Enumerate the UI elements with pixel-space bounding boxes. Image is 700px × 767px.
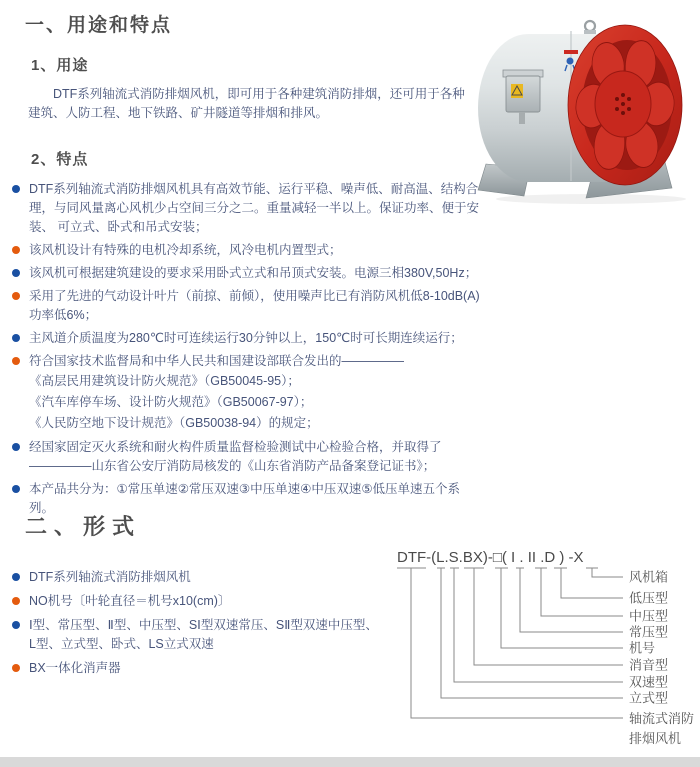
bullet-dot-icon: [12, 664, 20, 672]
bullet-dot-icon: [12, 269, 20, 277]
brand-sticker-mark: [567, 58, 574, 65]
bullet-dot-icon: [12, 292, 20, 300]
feature-text: 该风机可根据建筑建设的要求采用卧式立式和吊顶式安装。电源三相380V,50Hz；: [29, 266, 478, 280]
bullet-dot-icon: [12, 597, 20, 605]
junction-box-conduit: [519, 112, 525, 124]
bullet-dot-icon: [12, 246, 20, 254]
features-heading: 2、特点: [31, 151, 89, 168]
bullet-dot-icon: [12, 443, 20, 451]
fan-product-image: [476, 18, 696, 206]
fan-illustration: [476, 18, 696, 206]
diagram-label: 常压型: [629, 624, 669, 640]
form-item: [12, 592, 384, 611]
connector-lines: [411, 568, 623, 718]
diagram-label: 风机箱: [629, 569, 669, 585]
diagram-label: 立式型: [629, 690, 669, 706]
diagram-label: 低压型: [629, 590, 669, 606]
feature-subline: 《高层民用建筑设计防火规范》（GB50045-95）；: [29, 374, 300, 388]
diagram-label: 双速型: [629, 674, 669, 690]
form-text: BX一体化消声器: [29, 661, 121, 675]
form-item: [12, 659, 384, 678]
bullet-dot-icon: [12, 334, 20, 342]
model-diagram: [393, 540, 700, 755]
feature-item: [12, 241, 484, 260]
feature-text: [29, 352, 404, 434]
model-diagram-svg: [393, 540, 700, 755]
bullet-dot-icon: [12, 185, 20, 193]
feature-item: [12, 329, 484, 348]
feature-text: 本产品共分为：①常压单速②常压双速③中压单速④中压双速⑤低压单速五个系列。: [29, 482, 461, 515]
section2-heading: 二、形式: [25, 514, 142, 539]
bullet-dot-icon: [12, 621, 20, 629]
feature-text: DTF系列轴流式消防排烟风机具有高效节能、运行平稳、噪声低、耐高温、结构合理，与同风量离心风机少占空间三分之二。重量减轻一半以上。保证功率、便于安装、 可立式、卧式和吊式安装；: [29, 182, 480, 234]
usage-paragraph: DTF系列轴流式消防排烟风机，即可用于各种建筑消防排烟，还可用于各种建筑、人防工程、地下铁路、矿井隧道等排烟和排风。: [28, 87, 465, 120]
diagram-label: 机号: [629, 640, 656, 656]
feature-text: 采用了先进的气动设计叶片（前掠、前倾），使用噪声比已有消防风机低8-10dB(A)功率低6%；: [29, 289, 480, 322]
brand-sticker-red: [564, 50, 578, 54]
feature-text-main: 符合国家技术监督局和中华人民共和国建设部联合发出的—————: [29, 354, 405, 368]
lifting-eye-icon: [585, 21, 595, 31]
form-text: DTF系列轴流式消防排烟风机: [29, 570, 191, 584]
feature-item: [12, 264, 484, 283]
diagram-label: 中压型: [629, 608, 669, 624]
diagram-label: 轴流式消防: [629, 711, 695, 726]
feature-subline: 《人民防空地下设计规范》（GB50038-94）的规定；: [29, 416, 319, 430]
feature-sublines: [29, 371, 404, 434]
page-bottom-bar: [0, 757, 700, 767]
diagram-label: 消音型: [629, 657, 669, 673]
model-code: DTF-(L.S.BX)-□( I . II .D ) -X: [397, 549, 584, 566]
feature-item: [12, 438, 484, 476]
section1-heading: 一、用途和特点: [25, 15, 173, 36]
bullet-dot-icon: [12, 573, 20, 581]
form-text: Ⅰ型、常压型、Ⅱ型、中压型、SⅠ型双速常压、SⅡ型双速中压型、L型、立式型、卧式、LS立式双速: [29, 618, 378, 651]
diagram-label: 排烟风机: [629, 731, 682, 746]
feature-text: 经国家固定灭火系统和耐火构件质量监督检验测试中心检验合格，并取得了—————山东省公安厅消防局核发的《山东省消防产品备案登记证书》；: [29, 440, 442, 473]
bullet-dot-icon: [12, 357, 20, 365]
feature-text: 主风道介质温度为280℃时可连续运行30分钟以上，150℃时可长期连续运行；: [29, 331, 463, 345]
feature-subline: 《汽车库停车场、设计防火规范》（GB50067-97）；: [29, 395, 313, 409]
features-list: [12, 180, 484, 522]
feature-item: [12, 287, 484, 325]
form-item: [12, 568, 384, 587]
feature-item: [12, 352, 484, 434]
bullet-dot-icon: [12, 485, 20, 493]
feature-text: 该风机设计有特殊的电机冷却系统，风冷电机内置型式；: [29, 243, 342, 257]
usage-heading: 1、用途: [31, 57, 89, 74]
form-text: NO机号〔叶轮直径＝机号x10(cm)〕: [29, 594, 231, 608]
form-item: [12, 616, 384, 654]
feature-item: [12, 180, 484, 237]
form-list: [12, 568, 384, 682]
